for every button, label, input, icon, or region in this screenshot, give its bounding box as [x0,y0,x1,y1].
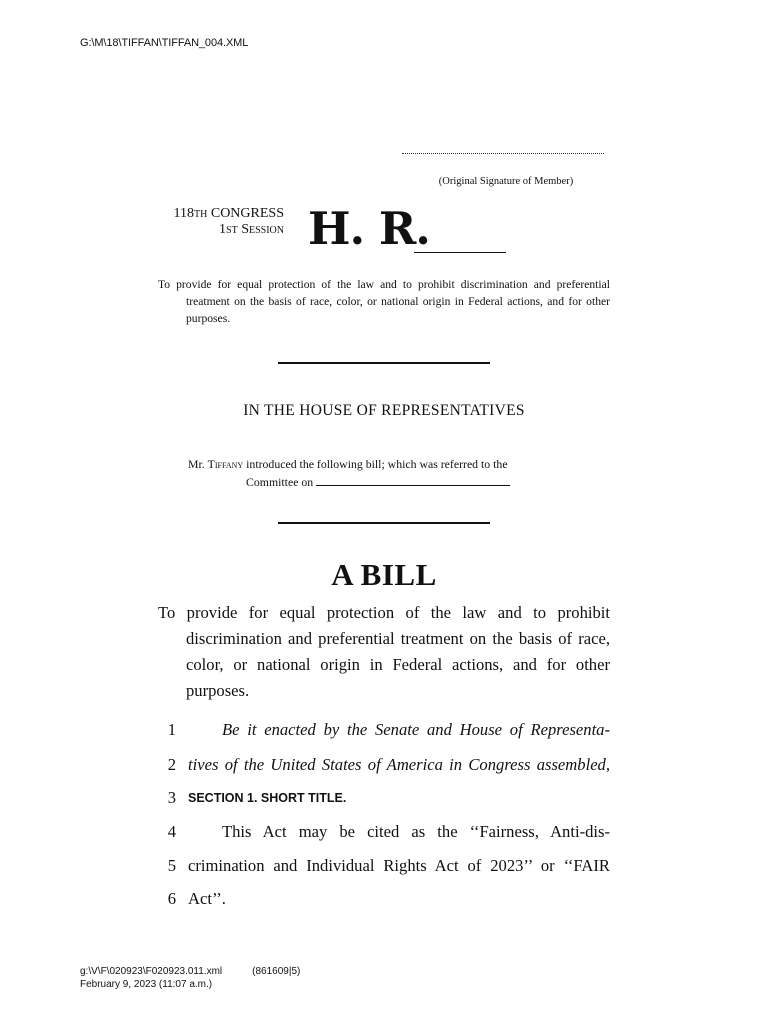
committee-blank [316,473,510,486]
signature-label: (Original Signature of Member) [438,176,574,187]
footer-code: (861609|5) [252,966,301,977]
line-number: 2 [167,755,176,774]
member-name: Tiffany [207,457,244,471]
purpose-full: To provide for equal protection of the law and to prohibit discrimination and preferential treatment on the basis of race, color, or national origin in Federal actions, and for other purposes. [158,603,610,700]
line-text: crimination and Individual Rights Act of 2023’’ or ‘‘FAIR [188,856,610,875]
footer-file: g:\V\F\020923\F020923.011.xml [80,966,223,977]
line-text: Act’’. [188,889,226,908]
line-text: tives of the United States of America in Congress assembled, [188,755,610,774]
line-number: 5 [167,856,176,875]
signature-line [402,153,604,154]
session-line: 1st Session [219,222,284,237]
footer-date: February 9, 2023 (11:07 a.m.) [80,979,213,990]
congress-line: 118th CONGRESS [173,206,284,221]
line-number: 1 [167,720,176,739]
line-text: Be it enacted by the Senate and House of Representa- [222,720,610,739]
line-number: 3 [167,788,176,807]
introduction-statement: Mr. Tiffany introduced the following bill; which was referred to the Committee on [188,455,580,491]
line-number: 6 [167,889,176,908]
bill-heading: A BILL [331,557,437,592]
congress-session-block [158,206,284,238]
page-footer [80,965,300,991]
bill-number: H. R. [308,202,430,255]
file-path: G:\M\18\TIFFAN\TIFFAN_004.XML [80,37,249,49]
divider-rule [278,522,490,524]
purpose-summary: To provide for equal protection of the law and to prohibit discrimination and preferential treatment on the basis of race, color, or national origin in Federal actions, and for other purposes. [158,278,610,325]
line-number: 4 [167,822,176,841]
section-title: SECTION 1. SHORT TITLE. [188,791,347,805]
line-text: This Act may be cited as the ‘‘Fairness, Anti-dis- [222,822,610,841]
chamber-heading: IN THE HOUSE OF REPRESENTATIVES [243,402,525,419]
bill-number-blank [414,252,506,253]
divider-rule [278,362,490,364]
